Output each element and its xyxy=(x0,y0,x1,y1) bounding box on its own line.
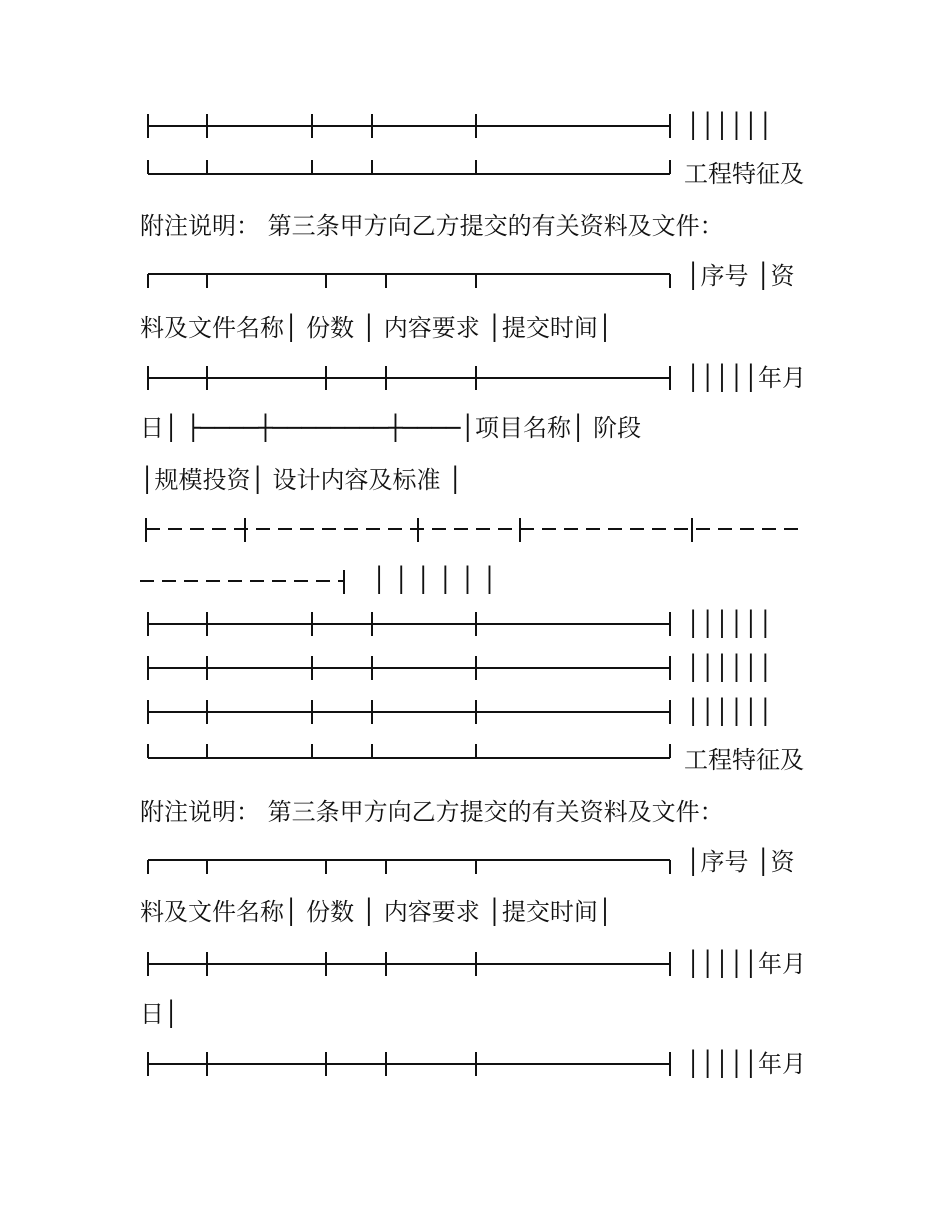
seq-header: │序号 │资 xyxy=(686,262,795,290)
date-label: 年月 xyxy=(758,1050,806,1078)
table-rule-top xyxy=(140,848,680,876)
table-bars: ││││││ xyxy=(686,654,773,682)
feature-label: 工程特征及 xyxy=(684,160,804,188)
table-rule-mid xyxy=(140,112,680,140)
column-headers: 料及文件名称│ 份数 │ 内容要求 │提交时间│ xyxy=(140,314,613,342)
table-bars: ││││││ xyxy=(686,610,773,638)
table-bars: │││││ xyxy=(686,1050,759,1078)
seq-header: │序号 │资 xyxy=(686,848,795,876)
note-line: 附注说明： 第三条甲方向乙方提交的有关资料及文件： xyxy=(140,212,724,240)
date-label: 年月 xyxy=(758,950,806,978)
table-rule-top xyxy=(140,262,680,290)
feature-label: 工程特征及 xyxy=(684,746,804,774)
table-rule-mid xyxy=(140,654,680,682)
table-rule-mid xyxy=(140,610,680,638)
dashed-rule-end xyxy=(140,566,350,596)
table-bars: ││││││ xyxy=(686,112,773,140)
scale-row: │规模投资│ 设计内容及标准 │ xyxy=(140,466,463,494)
project-row: 日│ ├────┼────────┼────│项目名称│ 阶段 xyxy=(140,414,642,442)
note-line: 附注说明： 第三条甲方向乙方提交的有关资料及文件： xyxy=(140,798,724,826)
table-rule-mid xyxy=(140,364,680,392)
table-rule-mid xyxy=(140,950,680,978)
date-label: 年月 xyxy=(758,364,806,392)
table-bars: ││││││ xyxy=(686,698,773,726)
table-rule-bottom xyxy=(140,744,680,772)
column-headers: 料及文件名称│ 份数 │ 内容要求 │提交时间│ xyxy=(140,898,613,926)
dashed-bars: │ │ │ │ │ │ xyxy=(372,566,497,594)
table-bars: │││││ xyxy=(686,364,759,392)
table-rule-mid xyxy=(140,698,680,726)
table-rule-mid xyxy=(140,1050,680,1078)
table-bars: │││││ xyxy=(686,950,759,978)
table-rule-bottom xyxy=(140,160,680,188)
day-label: 日│ xyxy=(140,1000,179,1028)
dashed-rule xyxy=(140,514,810,544)
